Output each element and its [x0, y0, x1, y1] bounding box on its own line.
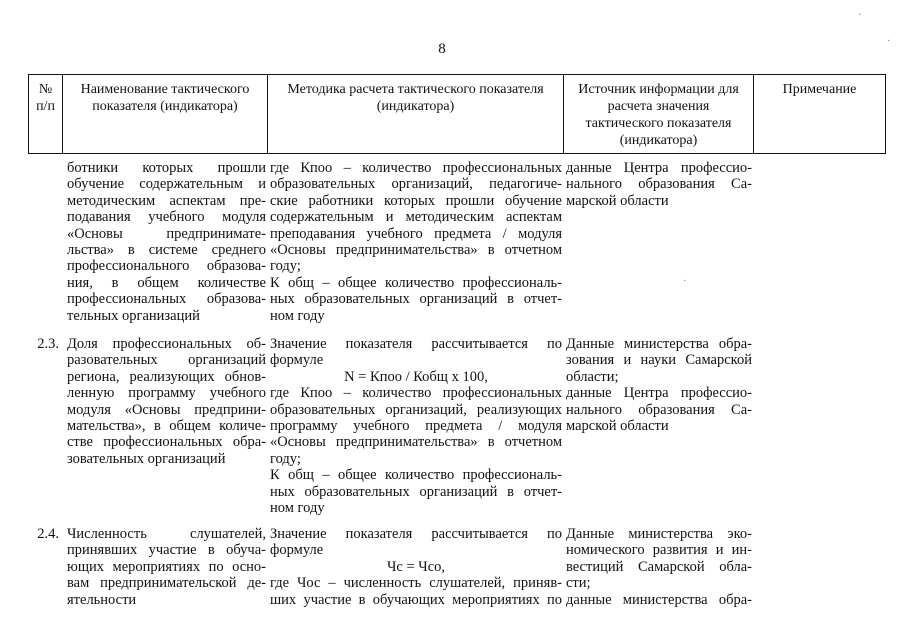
- calculation-method: Значение показателя рассчитывается по формуле Чс = Чсо, где Чос – численность слушателей, приняв- ших участие в обучающих мероприятиях по: [270, 526, 562, 608]
- table-header: [28, 74, 886, 154]
- header-name: Наименование тактического показателя (индикатора): [63, 75, 268, 154]
- header-num: № п/п: [29, 75, 63, 154]
- information-source: Данные министерства обра- зования и науки Самарской области; данные Центра профессио- нального образования Са- марской области: [566, 336, 752, 434]
- formula: N = Кпоо / Кобщ х 100,: [344, 368, 488, 385]
- scan-speck: ·: [858, 10, 862, 21]
- header-note: Примечание: [754, 75, 886, 154]
- header-method: Методика расчета тактического показателя (индикатора): [268, 75, 564, 154]
- scan-speck: ·: [683, 276, 687, 287]
- indicator-name: Численность слушателей, принявших участие в обуча- ющих мероприятиях по осно- вам предпринимательской де- ятельности: [67, 526, 266, 608]
- header-source: Источник информации для расчета значения тактического показателя (индикатора): [564, 75, 754, 154]
- information-source: Данные министерства эко- номического развития и ин- вестиций Самарской обла- сти; данные министерства обра-: [566, 526, 752, 608]
- formula: Чс = Чсо,: [386, 558, 446, 575]
- information-source: данные Центра профессио- нального образования Са- марской области: [566, 160, 752, 209]
- indicator-name: Доля профессиональных об- разовательных организаций региона, реализующих обнов- ленную программу учебного модуля «Основы предприни- мательства», в общем количе- стве профессиональных обра- зовательных организаций: [67, 336, 266, 467]
- indicator-name: ботники которых прошли обучение содержательным и методическим аспектам пре- подавания учебного модуля «Основы предпринимате- льства» в системе среднего профессионального образова- ния, в общем количестве профессиональных образова- тельных организаций: [67, 160, 266, 324]
- calculation-method: где Кпоо – количество профессиональных образовательных организаций, педагогиче- ские работники которых прошли обучение содержательным и методическим аспектам преподавания учебного предмета / модуля «Основы предпринимательства» в отчетном году; К общ – общее количество профессиональ- ных образовательных организаций в отчет- ном году: [270, 160, 562, 324]
- page-number: 8: [438, 41, 446, 57]
- row-number: 2.4.: [37, 526, 59, 542]
- scan-speck: ·: [887, 36, 891, 47]
- calculation-method: Значение показателя рассчитывается по формуле N = Кпоо / Кобщ х 100, где Кпоо – количество профессиональных образовательных организаций, реализующих программу учебного предмета / модуля «Основы предпринимательства» в отчетном году; К общ – общее количество профессиональ- ных образовательных организаций в отчет- ном году: [270, 336, 562, 516]
- row-number: 2.3.: [37, 336, 59, 352]
